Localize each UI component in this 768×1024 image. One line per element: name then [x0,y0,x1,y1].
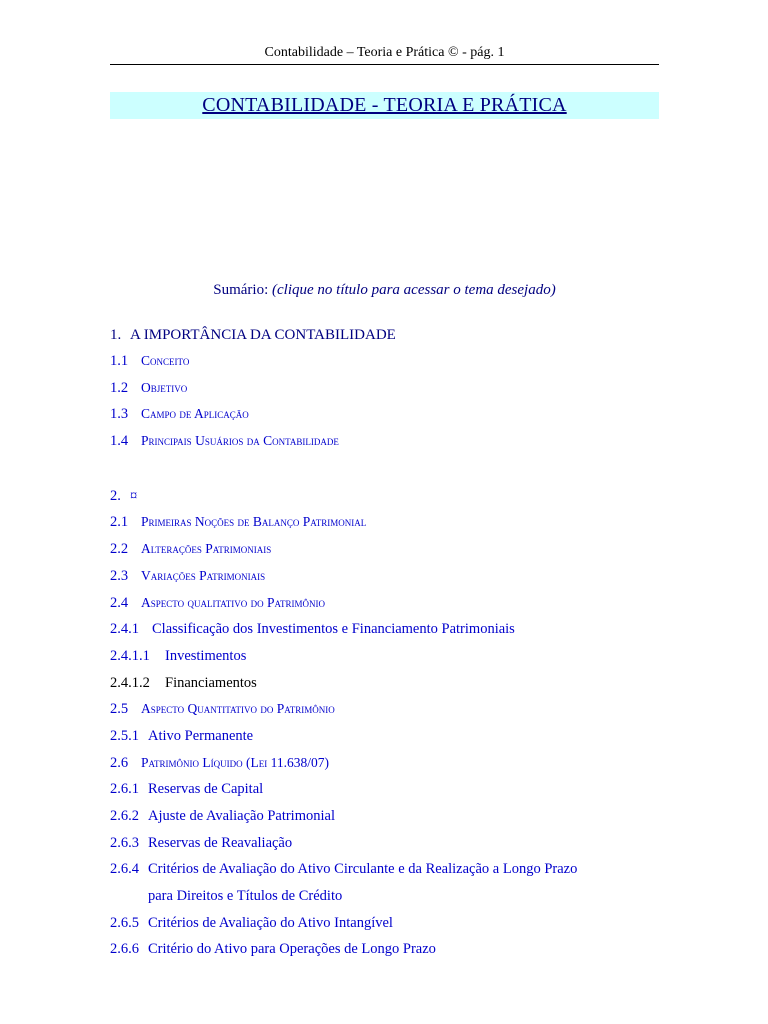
toc-item[interactable] [110,428,670,455]
toc-spacer [110,455,670,483]
toc-link[interactable]: Ativo Permanente [148,727,254,744]
toc-number: 2.6.6 [110,941,139,958]
toc-link[interactable]: Principais Usuários da Contabilidade [141,433,339,449]
running-header [110,44,659,65]
toc-number: 1.1 [110,353,129,369]
summary-label: Sumário: [213,282,269,298]
toc-number: 2.2 [110,541,129,558]
toc-number: 2.4.1.2 [110,674,150,691]
toc-link[interactable]: Campo de Aplicação [141,406,249,422]
toc-item[interactable] [110,401,670,428]
toc-number: 2.6.3 [110,834,139,851]
toc-item[interactable] [110,536,670,563]
toc-item[interactable] [110,696,670,723]
toc-link[interactable]: Aspecto qualitativo do Patrimônio [141,594,325,610]
toc-link[interactable]: Reservas de Reavaliação [148,834,293,851]
toc-item[interactable] [110,616,670,643]
toc-number: 2.5.1 [110,727,139,744]
toc-number: 2.3 [110,567,129,584]
toc-item[interactable] [110,803,670,830]
toc-number: 2. [110,487,121,504]
running-header-text: Contabilidade – Teoria e Prática © - pág. 1 [264,45,505,60]
toc-item[interactable] [110,936,670,963]
toc-item[interactable] [110,322,670,348]
toc-link[interactable]: Primeiras Noções de Balanço Patrimonial [141,514,367,530]
toc-link[interactable]: ¤ [130,487,138,504]
toc-number: 1.2 [110,379,129,396]
toc-number: 2.4.1.1 [110,647,150,664]
toc-link[interactable]: Investimentos [165,647,247,664]
toc-link[interactable]: Critério do Ativo para Operações de Longo Prazo [148,941,436,958]
toc-number: 2.6.2 [110,808,139,824]
toc-item[interactable] [110,483,670,510]
toc-number: 2.6.1 [110,781,139,798]
toc-item[interactable] [110,750,670,777]
toc-link[interactable]: Critérios de Avaliação do Ativo Circulante e da Realização a Longo Prazo [148,861,578,878]
document-title-band [110,92,659,119]
toc-item[interactable] [110,590,670,617]
toc-number: 2.1 [110,514,129,531]
toc-number: 2.6.5 [110,914,139,931]
toc-number: 2.5 [110,701,129,718]
toc-item-continuation[interactable] [110,883,670,910]
summary-hint: (clique no título para acessar o tema desejado) [272,282,556,298]
toc-number: 2.4 [110,594,129,611]
document-title: CONTABILIDADE - TEORIA E PRÁTICA [202,94,567,116]
toc-link[interactable]: Variações Patrimoniais [141,567,266,583]
toc-item[interactable] [110,910,670,937]
toc-item[interactable] [110,723,670,750]
table-of-contents [110,322,670,963]
toc-link[interactable]: Objetivo [141,379,188,395]
summary-line [110,282,659,299]
toc-link[interactable]: Aspecto Quantitativo do Patrimônio [141,701,335,717]
toc-item[interactable] [110,670,670,697]
toc-number: 2.4.1 [110,621,139,638]
toc-link[interactable]: Ajuste de Avaliação Patrimonial [148,808,335,824]
toc-link[interactable]: Financiamentos [165,674,257,691]
toc-link[interactable]: A IMPORTÂNCIA DA CONTABILIDADE [130,327,396,343]
toc-item[interactable] [110,375,670,402]
toc-number: 1.3 [110,406,129,423]
toc-link[interactable]: Classificação dos Investimentos e Financiamento Patrimoniais [152,621,515,638]
toc-link-continuation[interactable]: para Direitos e Títulos de Crédito [148,888,343,905]
toc-number: 1. [110,327,122,343]
toc-number: 2.6 [110,754,129,771]
toc-link[interactable]: Critérios de Avaliação do Ativo Intangível [148,914,393,931]
toc-item[interactable] [110,830,670,857]
toc-item[interactable] [110,856,670,883]
toc-link[interactable]: Patrimônio Líquido (Lei 11.638/07) [141,754,329,770]
toc-item[interactable] [110,563,670,590]
toc-item[interactable] [110,643,670,670]
toc-link[interactable]: Alterações Patrimoniais [141,541,272,557]
toc-item[interactable] [110,776,670,803]
toc-number: 2.6.4 [110,861,139,878]
toc-number: 1.4 [110,433,129,450]
toc-item[interactable] [110,509,670,536]
toc-item[interactable] [110,348,670,375]
toc-link[interactable]: Reservas de Capital [148,781,264,798]
toc-link[interactable]: Conceito [141,353,190,368]
